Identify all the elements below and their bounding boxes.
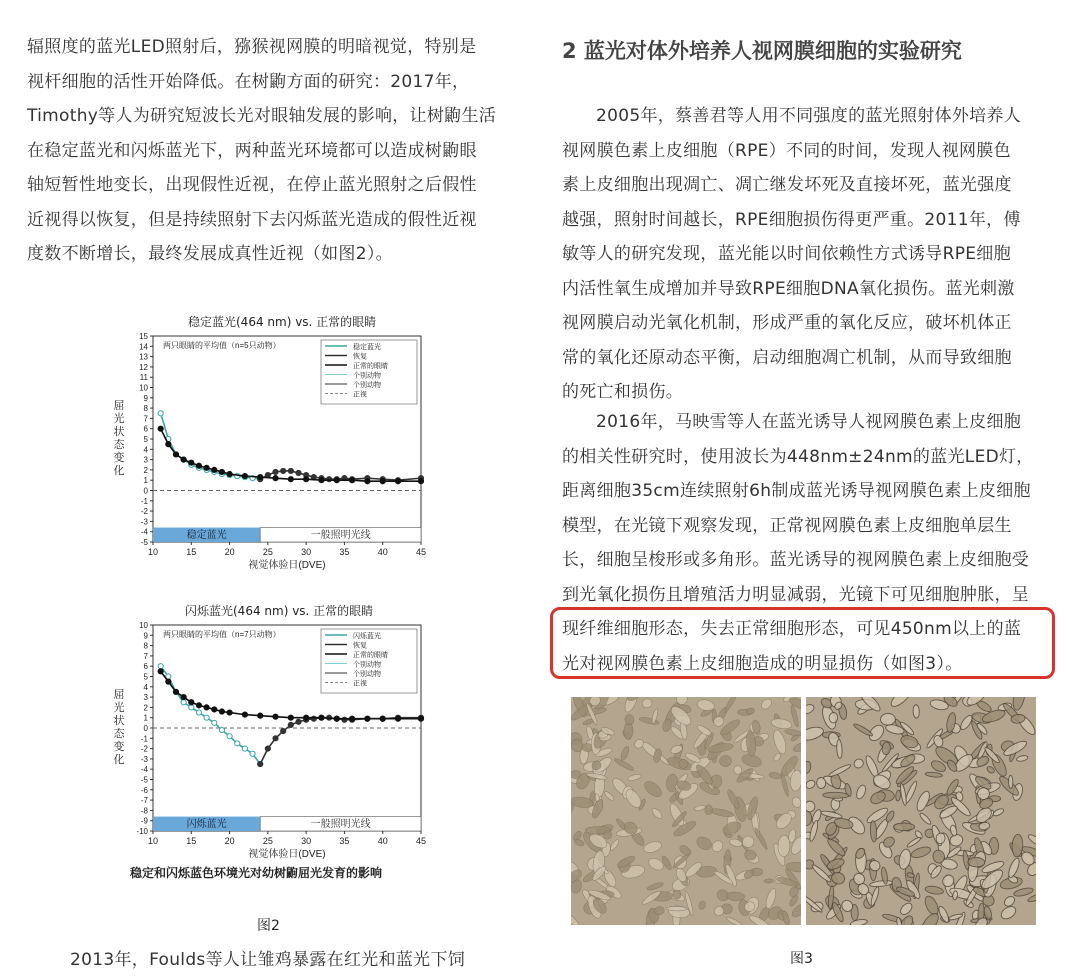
data-point [242, 473, 247, 478]
y-tick-label: 0 [143, 486, 148, 496]
y-tick-label: -3 [140, 517, 148, 527]
text-line: 到光氧化损伤且增殖活力明显减弱，光镜下可见细胞肿胀，呈 [562, 584, 1030, 605]
data-point [288, 477, 293, 482]
series-line [260, 718, 421, 764]
y-axis-label: 状 [113, 715, 125, 727]
y-axis-label: 化 [113, 754, 125, 766]
left-paragraph [27, 30, 496, 272]
band-label: 一般照明光线 [310, 819, 371, 830]
text-line: 内活性氧生成增加并导致RPE细胞DNA氧化损伤。蓝光刺激 [562, 278, 1015, 299]
x-tick-label: 10 [147, 836, 159, 846]
text-line: 距离细胞35cm连续照射6h制成蓝光诱导视网膜色素上皮细胞 [562, 481, 1031, 501]
data-point [212, 467, 217, 472]
text-line: 模型，在光镜下观察发现，正常视网膜色素上皮细胞单层生 [562, 515, 1012, 536]
y-axis-label: 态 [113, 728, 125, 740]
data-point [395, 716, 400, 721]
data-point [227, 471, 232, 476]
data-point [365, 716, 370, 721]
data-point [158, 411, 163, 416]
band-label: 一般照明光线 [310, 530, 371, 541]
y-tick-label: -5 [140, 775, 148, 785]
x-axis-label: 视觉体验日(DVE) [248, 560, 326, 570]
y-axis-label: 屈 [113, 400, 125, 412]
text-line: Timothy等人为研究短波长光对眼轴发展的影响，让树鼩生活 [27, 106, 497, 126]
data-point [158, 426, 163, 431]
chart-flicker-blue [105, 619, 435, 859]
y-axis-label: 光 [113, 702, 125, 714]
data-point [204, 715, 209, 720]
chart-stable-blue [105, 330, 435, 570]
text-line: 常的氧化还原动态平衡，启动细胞凋亡机制，从而导致细胞 [562, 347, 1012, 368]
data-point [273, 714, 278, 719]
y-axis-label: 化 [113, 465, 125, 477]
data-point [173, 689, 178, 694]
data-point [258, 475, 263, 480]
y-tick-label: -2 [140, 507, 148, 517]
data-point [219, 469, 224, 474]
y-tick-label: 15 [139, 332, 148, 341]
legend-entry: 恢复 [353, 353, 367, 361]
data-point [296, 470, 301, 475]
data-point [288, 722, 293, 727]
legend-entry: 稳定蓝光 [353, 344, 381, 351]
legend-entry: 闪烁蓝光 [353, 633, 381, 640]
y-axis-label: 状 [113, 426, 125, 438]
data-point [158, 664, 163, 669]
data-point [380, 479, 385, 484]
x-tick-label: 35 [339, 836, 350, 846]
data-point [158, 669, 163, 674]
y-tick-label: 11 [139, 373, 148, 383]
data-point [166, 442, 171, 447]
text-line: 2005年，蔡善君等人用不同强度的蓝光照射体外培养人 [596, 106, 1022, 126]
data-point [334, 716, 339, 721]
data-point [281, 728, 286, 733]
data-point [273, 476, 278, 481]
legend-entry: 正常的眼睛 [353, 363, 388, 370]
x-tick-label: 25 [262, 836, 273, 846]
data-point [189, 705, 194, 710]
y-tick-label: 13 [139, 352, 148, 362]
micrograph-blue-light-rpe [806, 697, 1036, 925]
x-tick-label: 40 [377, 836, 388, 846]
figure3-label: 图3 [790, 951, 813, 967]
x-tick-label: 15 [186, 836, 197, 846]
y-tick-label: -10 [136, 827, 148, 836]
y-tick-label: 9 [143, 393, 148, 403]
data-point [265, 746, 270, 751]
chart2-title: 闪烁蓝光(464 nm) vs. 正常的眼睛 [185, 604, 374, 618]
legend-entry: 正常的眼睛 [353, 652, 388, 659]
data-point [219, 709, 224, 714]
x-tick-label: 40 [377, 547, 388, 557]
y-tick-label: 0 [143, 724, 148, 733]
data-point [204, 705, 209, 710]
y-tick-label: 1 [143, 476, 148, 486]
data-point [296, 719, 301, 724]
band-label: 闪烁蓝光 [186, 819, 227, 830]
data-point [173, 452, 178, 457]
data-point [395, 479, 400, 484]
data-point [196, 703, 201, 708]
data-point [288, 468, 293, 473]
legend-entry: 恢复 [353, 642, 367, 650]
data-point [334, 478, 339, 483]
y-tick-label: 10 [139, 621, 148, 630]
chart-annotation: 两只眼睛的平均值（n=7只动物） [163, 630, 281, 639]
y-tick-label: 9 [143, 631, 148, 641]
text-line: 光对视网膜色素上皮细胞造成的明显损伤（如图3）。 [562, 653, 963, 674]
y-tick-label: 14 [139, 342, 148, 352]
y-tick-label: 8 [143, 641, 148, 651]
legend-entry: 个别动物 [353, 671, 381, 678]
text-line: 长，细胞呈梭形或多角形。蓝光诱导的视网膜色素上皮细胞受 [562, 550, 1030, 570]
y-tick-label: 5 [143, 435, 148, 444]
data-point [349, 716, 354, 721]
section-heading: 2 蓝光对体外培养人视网膜细胞的实验研究 [562, 39, 962, 63]
y-axis-label: 光 [113, 413, 125, 425]
legend-entry: 个别动物 [353, 372, 381, 380]
text-line: 近视得以恢复，但是持续照射下去闪烁蓝光造成的假性近视 [27, 209, 477, 230]
y-tick-label: -1 [140, 734, 148, 744]
legend-entry: 正视 [353, 680, 367, 688]
x-tick-label: 30 [301, 547, 312, 557]
y-tick-label: 8 [143, 404, 148, 414]
y-tick-label: -6 [140, 785, 148, 795]
left-bottom-line: 2013年，Foulds等人让雏鸡暴露在红光和蓝光下饲 [70, 950, 466, 970]
y-axis-label: 屈 [113, 689, 125, 701]
y-tick-label: 10 [139, 383, 148, 393]
text-line: 在稳定蓝光和闪烁蓝光下，两种蓝光环境都可以造成树鼩眼 [27, 140, 477, 161]
x-tick-label: 35 [339, 547, 350, 557]
y-tick-label: -2 [140, 744, 148, 754]
data-point [181, 695, 186, 700]
data-point [227, 710, 232, 715]
x-tick-label: 45 [415, 547, 427, 557]
data-point [273, 736, 278, 741]
data-point [189, 460, 194, 465]
y-axis-label: 变 [113, 452, 125, 464]
y-tick-label: -7 [140, 796, 148, 806]
data-point [273, 469, 278, 474]
figure2-caption: 稳定和闪烁蓝色环境光对幼树鼩屈光发育的影响 [130, 866, 383, 880]
y-tick-label: 2 [143, 703, 148, 713]
data-point [380, 716, 385, 721]
data-point [258, 713, 263, 718]
text-line: 视网膜启动光氧化机制，形成严重的氧化反应，破坏机体正 [562, 313, 1012, 333]
y-tick-label: 3 [143, 693, 148, 703]
y-tick-label: -8 [140, 806, 148, 816]
text-line: 视杆细胞的活性开始降低。在树鼩方面的研究：2017年， [27, 71, 470, 92]
data-point [288, 715, 293, 720]
data-point [166, 679, 171, 684]
y-axis-label: 态 [113, 439, 125, 451]
chart-annotation: 两只眼睛的平均值（n=5只动物） [163, 341, 281, 350]
band-label: 稳定蓝光 [186, 530, 227, 541]
data-point [235, 741, 240, 746]
data-point [304, 477, 309, 482]
y-tick-label: 4 [143, 445, 148, 455]
data-point [418, 716, 423, 721]
data-point [219, 727, 224, 732]
x-tick-label: 20 [224, 836, 235, 846]
data-point [204, 465, 209, 470]
text-line: 轴短暂性地变长，出现假性近视，在停止蓝光照射之后假性 [27, 175, 477, 195]
y-tick-label: -5 [140, 538, 148, 547]
y-tick-label: -3 [140, 754, 148, 764]
chart1-title: 稳定蓝光(464 nm) vs. 正常的眼睛 [188, 315, 377, 329]
y-tick-label: -4 [140, 765, 148, 775]
data-point [258, 761, 263, 766]
data-point [181, 700, 186, 705]
data-point [304, 715, 309, 720]
data-point [212, 720, 217, 725]
highlight-box [550, 607, 1055, 679]
x-tick-label: 20 [224, 547, 235, 557]
y-tick-label: -9 [140, 816, 148, 826]
legend-entry: 正视 [353, 391, 367, 399]
data-point [196, 710, 201, 715]
text-line: 辐照度的蓝光LED照射后，猕猴视网膜的明暗视觉，特别是 [27, 37, 477, 57]
text-line: 度数不断增长，最终发展成真性近视（如图2）。 [27, 244, 393, 264]
y-tick-label: 7 [143, 651, 148, 661]
text-line: 2016年，马映雪等人在蓝光诱导人视网膜色素上皮细胞 [596, 412, 1022, 432]
text-line: 视网膜色素上皮细胞（RPE）不同的时间，发现人视网膜色 [562, 140, 1011, 161]
y-tick-label: 6 [143, 424, 148, 434]
data-point [242, 746, 247, 751]
y-tick-label: 4 [143, 682, 148, 692]
data-point [181, 457, 186, 462]
y-tick-label: 7 [143, 414, 148, 424]
y-tick-label: -1 [140, 496, 148, 506]
legend-entry: 个别动物 [353, 382, 381, 389]
text-line: 的死亡和损伤。 [562, 382, 684, 402]
data-point [212, 707, 217, 712]
legend-entry: 个别动物 [353, 661, 381, 669]
data-point [250, 751, 255, 756]
x-axis-label: 视觉体验日(DVE) [248, 849, 326, 859]
y-tick-label: 3 [143, 455, 148, 465]
y-tick-label: 6 [143, 662, 148, 672]
text-line: 的相关性研究时，使用波长为448nm±24nm的蓝光LED灯， [562, 446, 1034, 467]
data-point [319, 715, 324, 720]
data-point [242, 712, 247, 717]
y-tick-label: -4 [140, 527, 148, 537]
x-tick-label: 45 [415, 836, 427, 846]
text-line: 越强，照射时间越长，RPE细胞损伤得更严重。2011年，傅 [562, 209, 1021, 230]
right-paragraph-1 [562, 99, 1021, 410]
x-tick-label: 15 [186, 547, 197, 557]
data-point [349, 478, 354, 483]
text-line: 素上皮细胞出现凋亡、凋亡继发坏死及直接坏死，蓝光强度 [562, 175, 1012, 195]
y-tick-label: 1 [143, 713, 148, 723]
y-axis-label: 变 [113, 741, 125, 753]
micrograph-normal-rpe [571, 697, 801, 925]
data-point [319, 478, 324, 483]
x-tick-label: 25 [262, 547, 273, 557]
data-point [365, 479, 370, 484]
x-tick-label: 10 [147, 547, 159, 557]
y-tick-label: 5 [143, 672, 148, 682]
y-tick-label: 12 [139, 362, 148, 372]
figure2-label: 图2 [257, 918, 280, 934]
data-point [281, 468, 286, 473]
x-tick-label: 30 [301, 836, 312, 846]
data-point [189, 700, 194, 705]
data-point [418, 479, 423, 484]
data-point [196, 463, 201, 468]
data-point [227, 734, 232, 739]
text-line: 现纤维细胞形态，失去正常细胞形态，可见450nm以上的蓝 [562, 619, 1022, 639]
y-tick-label: 2 [143, 465, 148, 475]
text-line: 敏等人的研究发现，蓝光能以时间依赖性方式诱导RPE细胞 [562, 244, 1011, 264]
